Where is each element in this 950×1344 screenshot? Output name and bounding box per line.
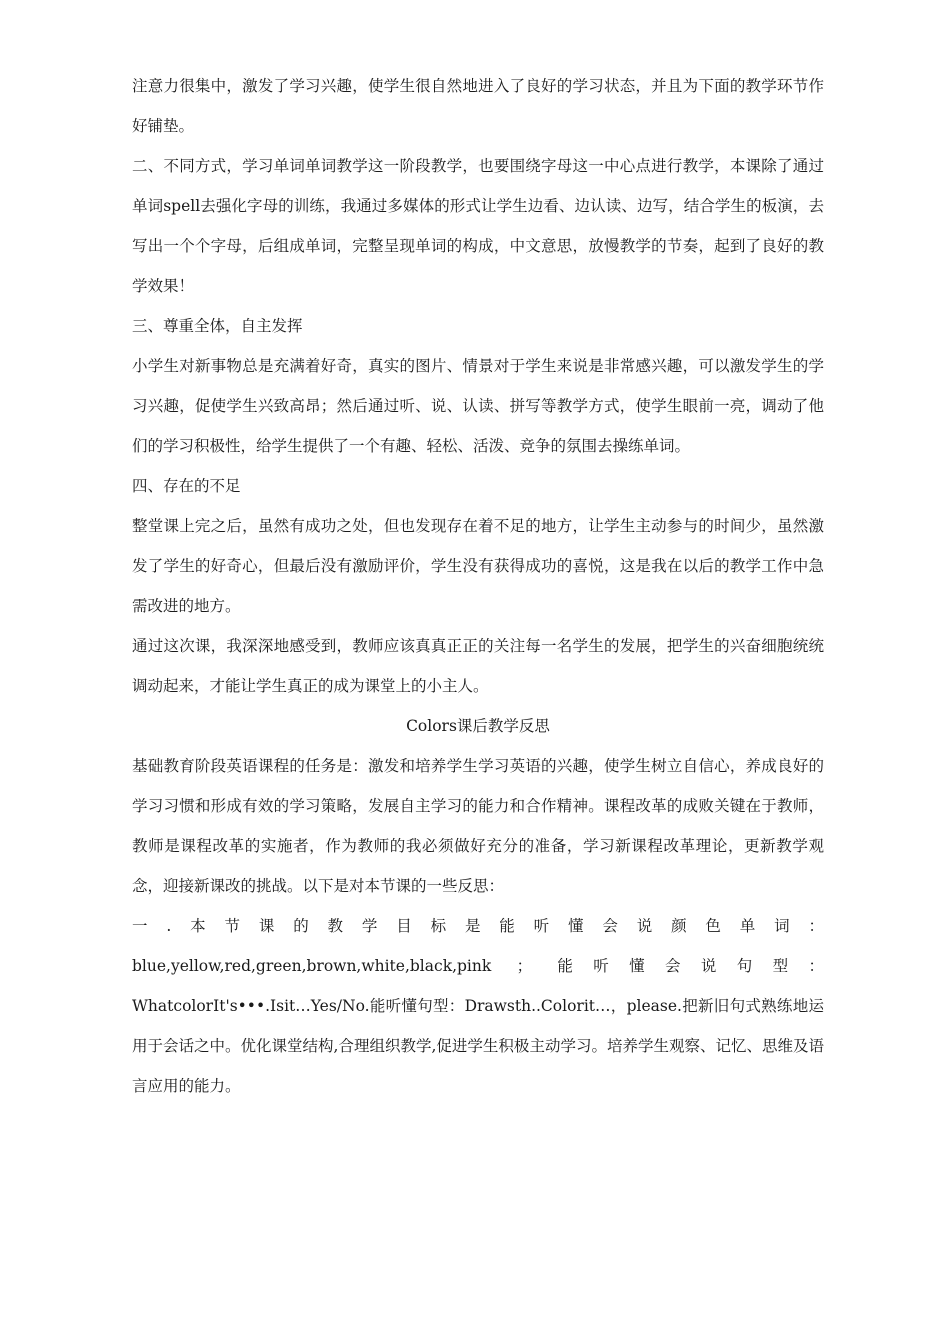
document-body	[132, 66, 824, 1106]
paragraph-closing: 通过这次课，我深深地感受到，教师应该真真正正的关注每一名学生的发展，把学生的兴奋细胞统统调动起来，才能让学生真正的成为课堂上的小主人。	[132, 637, 824, 695]
colors-point-1-line-2: blue,yellow,red,green,brown,white,black,pink ； 能听懂会说句型：	[132, 957, 824, 975]
colors-point-1-line-1: 一.本节课的教学目标是能听懂会说颜色单词：	[132, 917, 824, 935]
paragraph-section-2: 二、不同方式，学习单词单词教学这一阶段教学，也要围绕字母这一中心点进行教学，本课除了通过单词spell去强化字母的训练，我通过多媒体的形式让学生边看、边认读、边写，结合学生的板演，去写出一个个字母，后组成单词，完整呈现单词的构成，中文意思，放慢教学的节奏，起到了良好的教学效果！	[132, 157, 824, 295]
heading-section-3: 三、尊重全体，自主发挥	[132, 317, 303, 335]
heading-section-4: 四、存在的不足	[132, 477, 241, 495]
paragraph-intro-continuation: 注意力很集中，激发了学习兴趣，使学生很自然地进入了良好的学习状态，并且为下面的教学环节作好铺垫。	[132, 77, 824, 135]
paragraph-colors-intro: 基础教育阶段英语课程的任务是：激发和培养学生学习英语的兴趣，使学生树立自信心，养成良好的学习习惯和形成有效的学习策略，发展自主学习的能力和合作精神。课程改革的成败关键在于教师，教师是课程改革的实施者，作为教师的我必须做好充分的准备，学习新课程改革理论，更新教学观念，迎接新课改的挑战。以下是对本节课的一些反思：	[132, 757, 824, 895]
paragraph-section-3: 小学生对新事物总是充满着好奇，真实的图片、情景对于学生来说是非常感兴趣，可以激发学生的学习兴趣，促使学生兴致高昂；然后通过听、说、认读、拼写等教学方式，使学生眼前一亮，调动了他们的学习积极性，给学生提供了一个有趣、轻松、活泼、竞争的氛围去操练单词。	[132, 357, 824, 455]
colors-reflection-title: Colors课后教学反思	[406, 717, 550, 735]
paragraph-section-4: 整堂课上完之后，虽然有成功之处，但也发现存在着不足的地方，让学生主动参与的时间少，虽然激发了学生的好奇心，但最后没有激励评价，学生没有获得成功的喜悦，这是我在以后的教学工作中急需改进的地方。	[132, 517, 824, 615]
colors-point-1-rest: WhatcolorIt's•••.Isit…Yes/No.能听懂句型：Drawsth..Colorit…，please.把新旧句式熟练地运用于会话之中。优化课堂结构,合理组织教学,促进学生积极主动学习。培养学生观察、记忆、思维及语言应用的能力。	[132, 997, 824, 1095]
